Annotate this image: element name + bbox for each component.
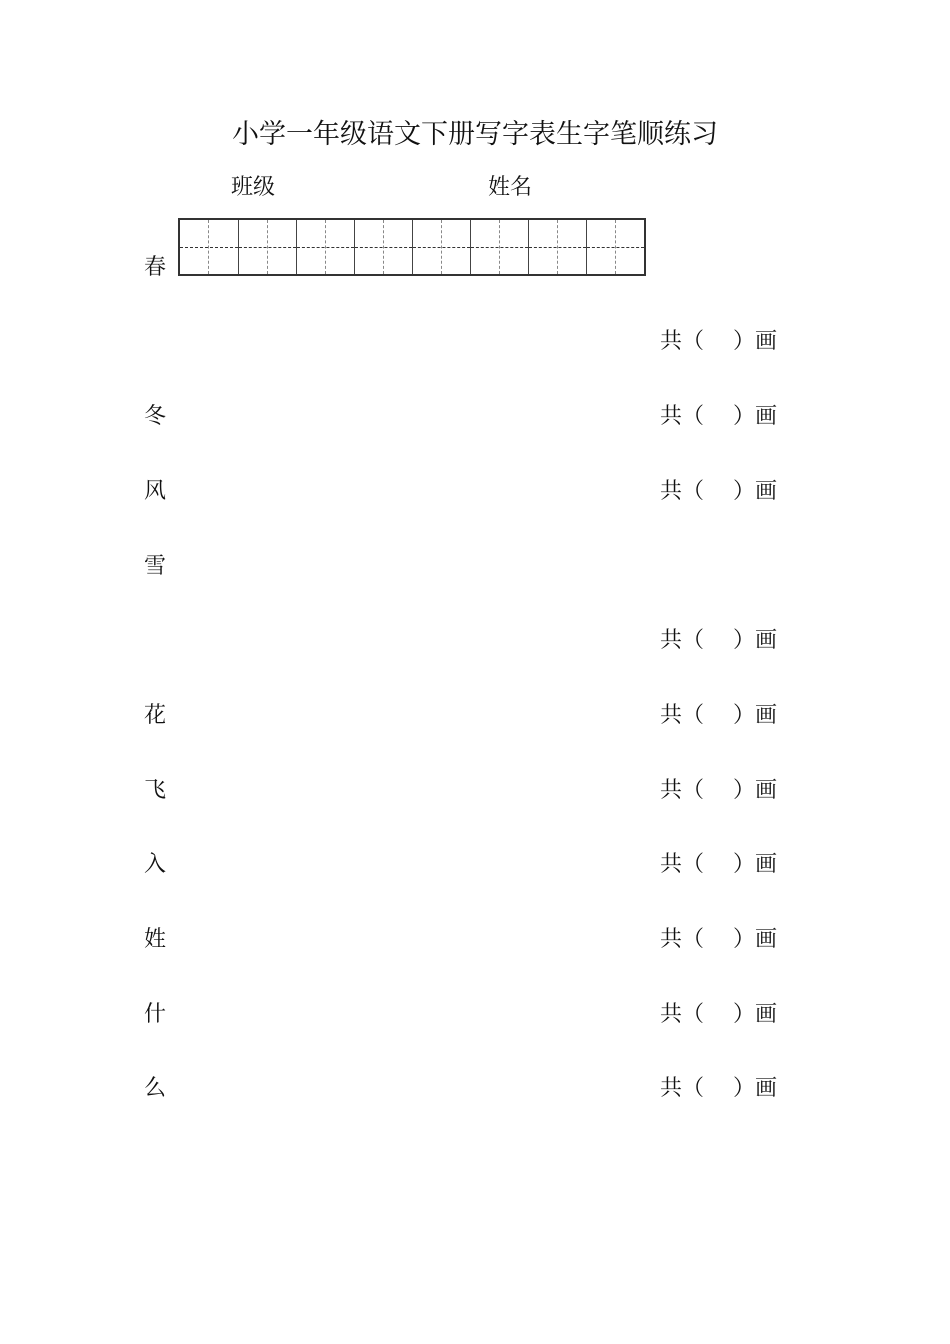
stroke-count-field[interactable]: 共（ ）画 — [660, 404, 777, 429]
practice-character: 入 — [144, 852, 167, 877]
practice-character: 春 — [144, 255, 167, 280]
class-label: 班级 — [231, 175, 276, 200]
practice-character: 什 — [144, 1002, 167, 1027]
grid-cell[interactable] — [180, 220, 238, 274]
practice-character: 飞 — [144, 778, 167, 803]
practice-character: 么 — [144, 1076, 167, 1101]
practice-character: 姓 — [144, 927, 167, 952]
practice-character: 花 — [144, 703, 167, 728]
grid-cell[interactable] — [354, 220, 412, 274]
stroke-count-field[interactable]: 共（ ）画 — [660, 329, 777, 354]
grid-cell[interactable] — [470, 220, 528, 274]
name-label: 姓名 — [488, 175, 533, 200]
stroke-count-field[interactable]: 共（ ）画 — [660, 778, 777, 803]
stroke-count-field[interactable]: 共（ ）画 — [660, 1002, 777, 1027]
grid-cell[interactable] — [528, 220, 586, 274]
grid-cell[interactable] — [412, 220, 470, 274]
writing-grid[interactable] — [178, 218, 646, 276]
stroke-count-field[interactable]: 共（ ）画 — [660, 852, 777, 877]
grid-cell[interactable] — [296, 220, 354, 274]
practice-character: 雪 — [144, 554, 167, 579]
practice-character: 风 — [144, 479, 167, 504]
grid-cell[interactable] — [238, 220, 296, 274]
stroke-count-field[interactable]: 共（ ）画 — [660, 628, 777, 653]
stroke-count-field[interactable]: 共（ ）画 — [660, 927, 777, 952]
worksheet-title: 小学一年级语文下册写字表生字笔顺练习 — [232, 119, 718, 150]
stroke-count-field[interactable]: 共（ ）画 — [660, 703, 777, 728]
stroke-count-field[interactable]: 共（ ）画 — [660, 1076, 777, 1101]
grid-cell[interactable] — [586, 220, 644, 274]
stroke-count-field[interactable]: 共（ ）画 — [660, 479, 777, 504]
practice-character: 冬 — [144, 404, 167, 429]
